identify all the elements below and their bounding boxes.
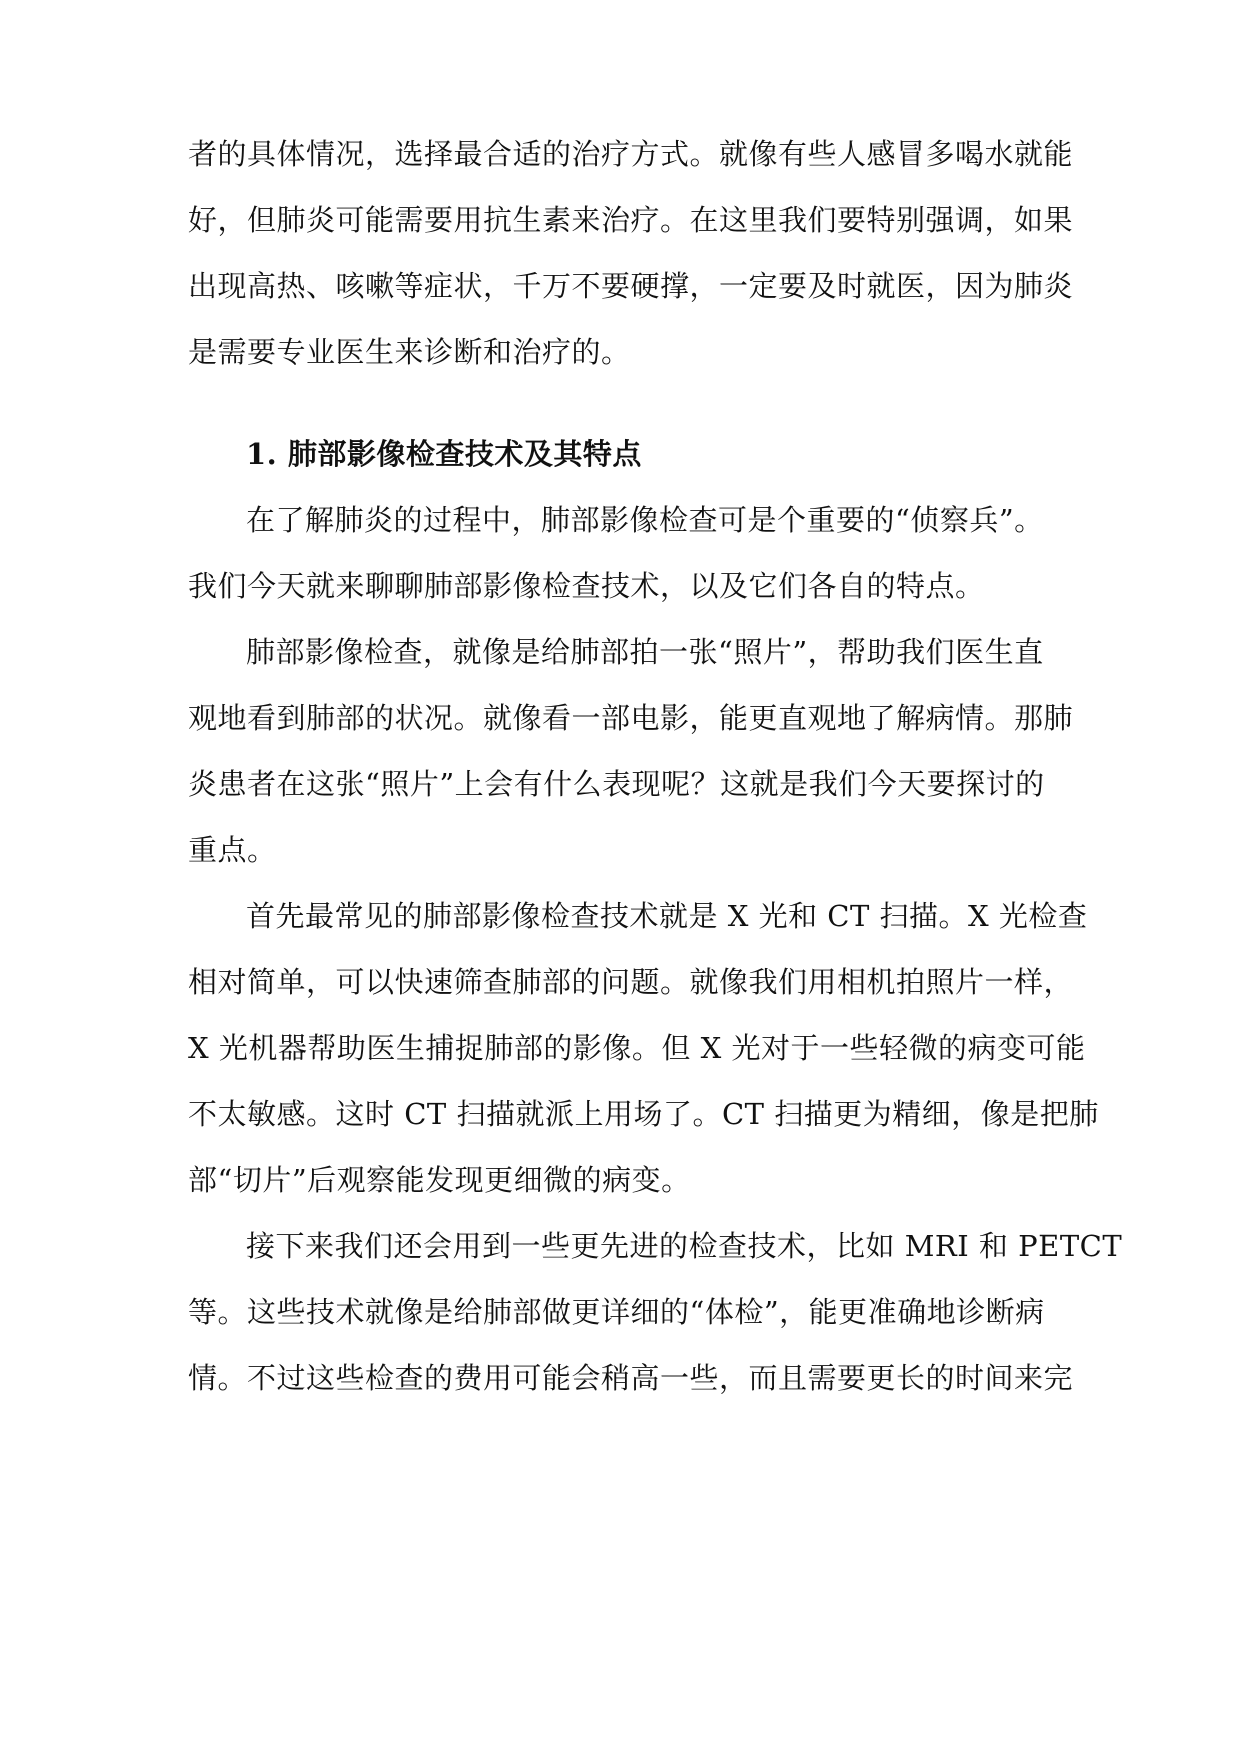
paragraph-line: 肺部影像检查，就像是给肺部拍一张“照片”，帮助我们医生直 (246, 635, 1044, 669)
paragraph-line: 情。不过这些检查的费用可能会稍高一些，而且需要更长的时间来完 (188, 1361, 1074, 1395)
paragraph-line: 相对简单，可以快速筛查肺部的问题。就像我们用相机拍照片一样， (188, 965, 1074, 999)
section-heading: 1. 肺部影像检查技术及其特点 (246, 437, 642, 471)
paragraph-line: 部“切片”后观察能发现更细微的病变。 (188, 1163, 691, 1197)
intro-line: 者的具体情况，选择最合适的治疗方式。就像有些人感冒多喝水就能 (188, 137, 1074, 171)
paragraph-line: 首先最常见的肺部影像检查技术就是 X 光和 CT 扫描。X 光检查 (246, 899, 1088, 933)
paragraph-line: 接下来我们还会用到一些更先进的检查技术，比如 MRI 和 PETCT (246, 1229, 1123, 1263)
paragraph-line: 我们今天就来聊聊肺部影像检查技术，以及它们各自的特点。 (188, 569, 985, 603)
paragraph-line: X 光机器帮助医生捕捉肺部的影像。但 X 光对于一些轻微的病变可能 (188, 1031, 1086, 1065)
paragraph-line: 在了解肺炎的过程中，肺部影像检查可是个重要的“侦察兵”。 (246, 503, 1044, 537)
intro-line: 出现高热、咳嗽等症状，千万不要硬撑，一定要及时就医，因为肺炎 (188, 269, 1074, 303)
paragraph-line: 炎患者在这张“照片”上会有什么表现呢？这就是我们今天要探讨的 (188, 767, 1045, 801)
paragraph-line: 观地看到肺部的状况。就像看一部电影，能更直观地了解病情。那肺 (188, 701, 1074, 735)
paragraph-line: 等。这些技术就像是给肺部做更详细的“体检”，能更准确地诊断病 (188, 1295, 1045, 1329)
intro-line: 好，但肺炎可能需要用抗生素来治疗。在这里我们要特别强调，如果 (188, 203, 1074, 237)
intro-line: 是需要专业医生来诊断和治疗的。 (188, 335, 631, 369)
paragraph-line: 重点。 (188, 833, 277, 867)
paragraph-line: 不太敏感。这时 CT 扫描就派上用场了。CT 扫描更为精细，像是把肺 (188, 1097, 1099, 1131)
